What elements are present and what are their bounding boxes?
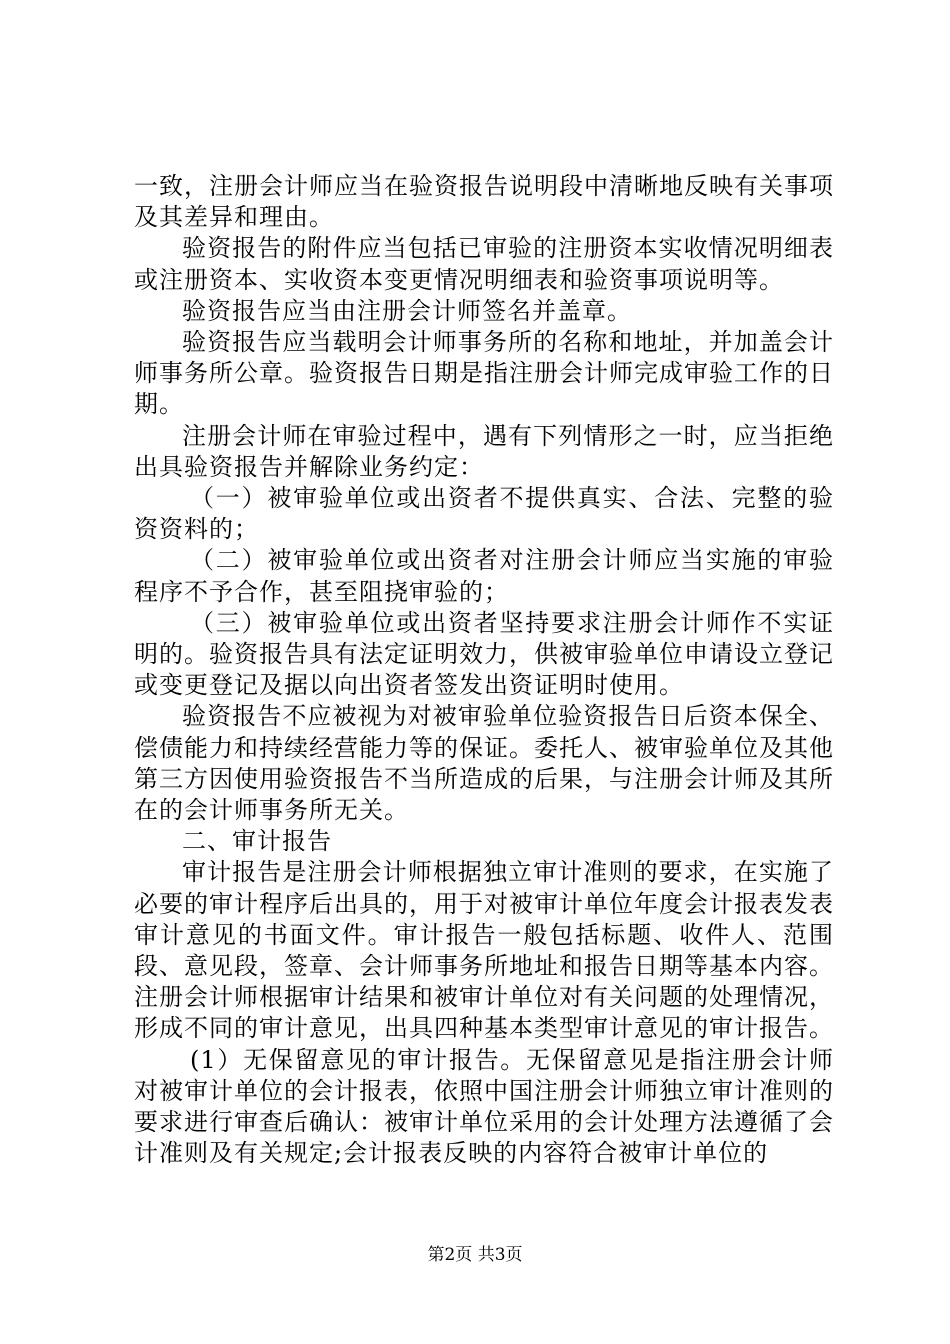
list-item-3: （三）被审验单位或出资者坚持要求注册会计师作不实证明的。验资报告具有法定证明效力，供被审验单位申请设立登记或变更登记及据以向出资者签发出资证明时使用。	[134, 608, 834, 700]
paragraph-4: 验资报告应当载明会计师事务所的名称和地址，并加盖会计师事务所公章。验资报告日期是指注册会计师完成审验工作的日期。	[134, 328, 834, 419]
paragraph-1: 一致，注册会计师应当在验资报告说明段中清晰地反映有关事项及其差异和理由。	[134, 172, 834, 232]
list-item-1: （一）被审验单位或出资者不提供真实、合法、完整的验资资料的；	[134, 484, 834, 544]
list-item-4: (1）无保留意见的审计报告。无保留意见是指注册会计师对被审计单位的会计报表，依照中国注册会计师独立审计准则的要求进行审查后确认：被审计单位采用的会计处理方法遵循了会计准则及有关规定;会计报表反映的内容符合被审计单位的	[134, 1045, 834, 1168]
paragraph-3: 验资报告应当由注册会计师签名并盖章。	[182, 296, 632, 325]
paragraph-11: 审计报告是注册会计师根据独立审计准则的要求，在实施了必要的审计程序后出具的，用于对被审计单位年度会计报表发表审计意见的书面文件。审计报告一般包括标题、收件人、范围段、意见段，签章、会计师事务所地址和报告日期等基本内容。注册会计师根据审计结果和被审计单位对有关问题的处理情况，形成不同的审计意见，出具四种基本类型审计意见的审计报告。	[134, 858, 834, 1043]
section-heading: 二、审计报告	[182, 827, 332, 856]
list-item-2: （二）被审验单位或出资者对注册会计师应当实施的审验程序不予合作，甚至阻挠审验的；	[134, 546, 834, 606]
paragraph-9: 验资报告不应被视为对被审验单位验资报告日后资本保全、偿债能力和持续经营能力等的保证。委托人、被审验单位及其他第三方因使用验资报告不当所造成的后果，与注册会计师及其所在的会计师事务所无关。	[134, 702, 834, 825]
document-body	[134, 171, 834, 1170]
page-footer: 第2页 共3页	[427, 1245, 523, 1265]
paragraph-2: 验资报告的附件应当包括已审验的注册资本实收情况明细表或注册资本、实收资本变更情况明细表和验资事项说明等。	[134, 234, 834, 294]
paragraph-5: 注册会计师在审验过程中，遇有下列情形之一时，应当拒绝出具验资报告并解除业务约定：	[134, 421, 834, 481]
